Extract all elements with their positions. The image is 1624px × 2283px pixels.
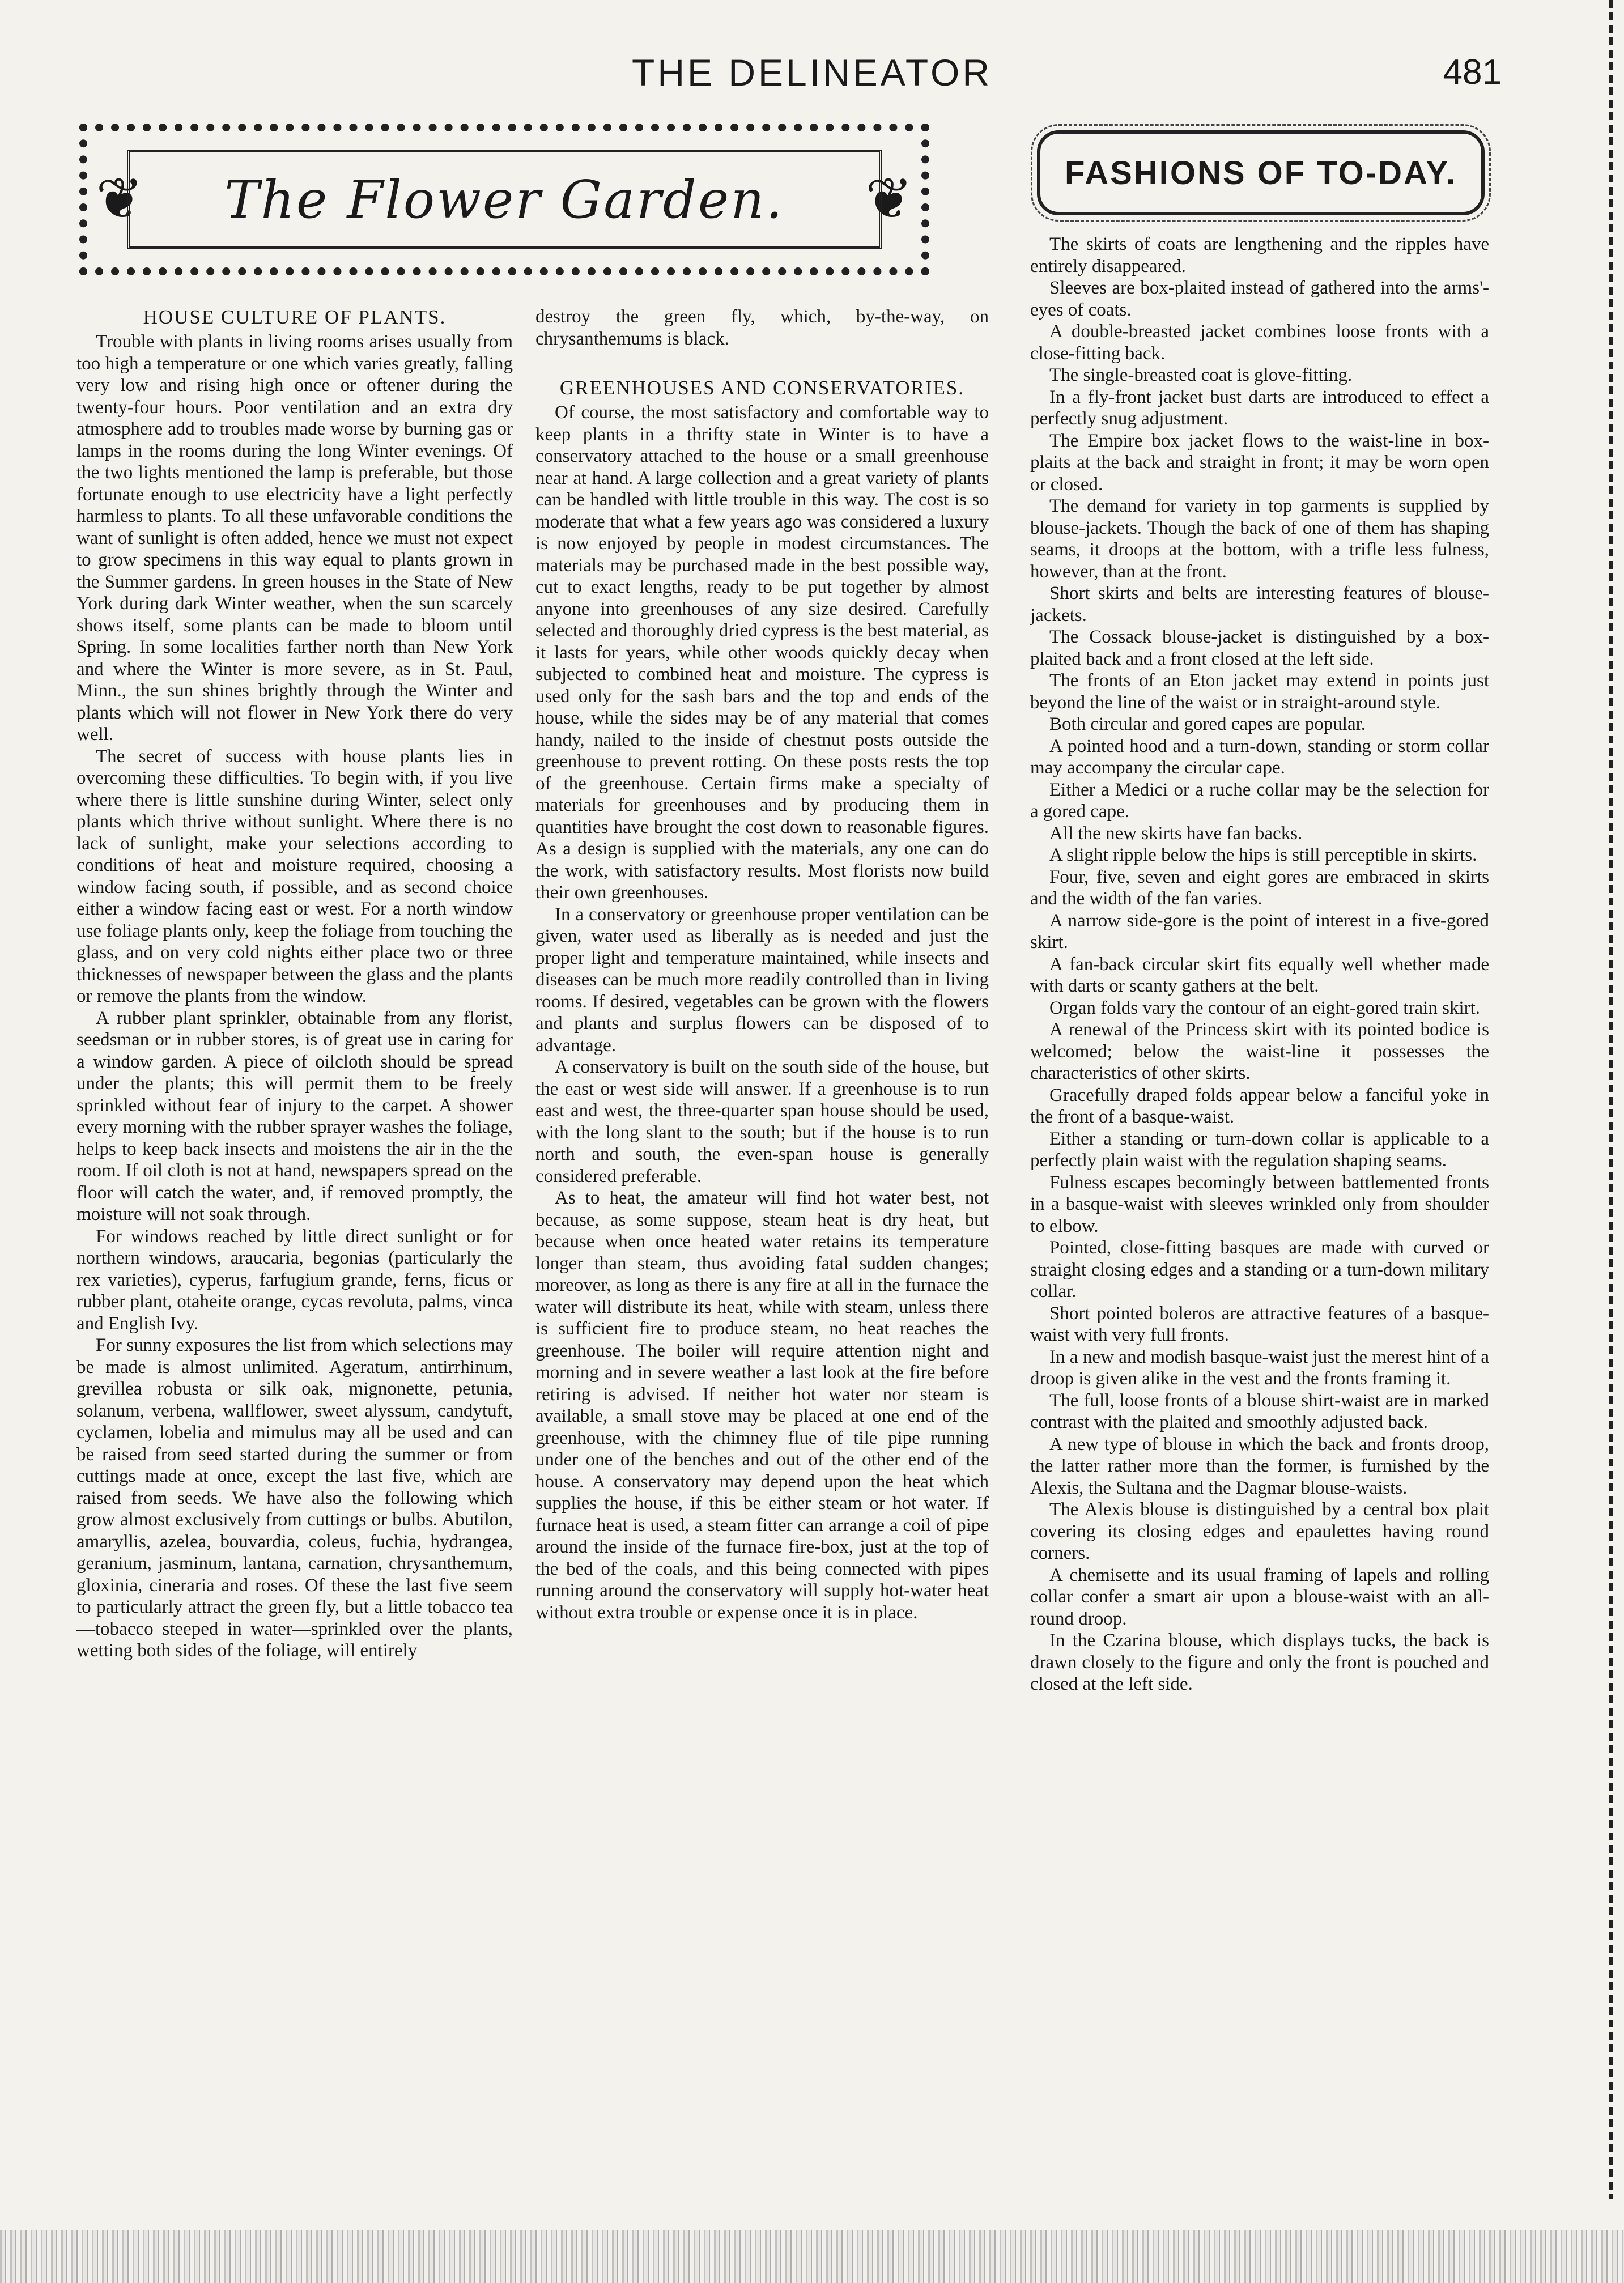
fashion-note: The skirts of coats are lengthening and the ripples have entirely disappeared.: [1030, 234, 1489, 277]
paragraph: The secret of success with house plants lies in overcoming these difficulties. To begin with, if you live where there is little sunshine during Winter, select only plants which thrive without sunlight. Where there is no lack of sunlight, make your selections according to conditions of heat and moisture required, choosing a window facing south, if possible, and as second choice either a window facing east or west. For a north window use foliage plants only, keep the foliage from touching the glass, and on very cold nights either place two or three thicknesses of newspaper between the glass and the plants or remove the plants from the window.: [76, 746, 513, 1006]
fashion-note: Pointed, close-fitting basques are made with curved or straight closing edges and a standing or a turn-down military collar.: [1030, 1238, 1489, 1302]
fashions-banner: [1037, 130, 1485, 215]
fashion-note: Both circular and gored capes are popular.: [1049, 714, 1366, 734]
fan-ornament-left-icon: ❦: [96, 168, 143, 231]
fashion-note: All the new skirts have fan backs.: [1049, 823, 1303, 844]
fashion-note: In a new and modish basque-waist just the merest hint of a droop is given alike in the vest and the fronts framing it.: [1030, 1346, 1489, 1389]
fashion-note: A new type of blouse in which the back and fronts droop, the latter rather more than the former, is furnished by the Alexis, the Sultana and the Dagmar blouse-waists.: [1030, 1434, 1489, 1498]
page-edge-right: [1609, 0, 1613, 2199]
fashion-note: A narrow side-gore is the point of interest in a five-gored skirt.: [1030, 910, 1489, 953]
house-culture-heading: HOUSE CULTURE OF PLANTS.: [143, 306, 447, 328]
fashion-note: The Empire box jacket flows to the waist-line in box-plaits at the back and straight in front; it may be worn open or closed.: [1030, 430, 1489, 495]
fashion-note: Short skirts and belts are interesting features of blouse-jackets.: [1030, 583, 1489, 626]
fashion-note: A chemisette and its usual framing of lapels and rolling collar confer a smart air upon a blouse-waist with an all-round droop.: [1030, 1564, 1489, 1629]
fashion-note: A fan-back circular skirt fits equally well whether made with darts or scanty gathers at the belt.: [1030, 954, 1489, 996]
fashion-note: The full, loose fronts of a blouse shirt-waist are in marked contrast with the plaited and smoothly adjusted back.: [1030, 1390, 1489, 1432]
fashion-note: Either a standing or turn-down collar is applicable to a perfectly plain waist with the regulation shaping seams.: [1030, 1128, 1489, 1171]
fashion-note: The single-breasted coat is glove-fitting.: [1049, 365, 1353, 385]
paragraph: A conservatory is built on the south side of the house, but the east or west side will answer. If a greenhouse is to run east and west, the three-quarter span house should be used, with the long slant to the south; but if the house is to run north and south, the even-span house is generally considered preferable.: [535, 1057, 989, 1187]
fashion-note: Short pointed boleros are attractive features of a basque-waist with very full fronts.: [1030, 1303, 1489, 1345]
paragraph: Trouble with plants in living rooms arises usually from too high a temperature or one which varies greatly, falling very low and rising high once or oftener during the twenty-four hours. Poor ventilation and an extra dry atmosphere add to troubles made worse by burning gas or lamps in the rooms during the long Winter evenings. Of the two lights mentioned the lamp is preferable, but those fortunate enough to use electricity have a light perfectly harmless to plants. To all these unfavorable conditions the want of sunlight is often added, hence we must not expect to grow specimens in this way equal to plants grown in the Summer gardens. In green houses in the State of New York during dark Winter weather, when the sun scarcely shows itself, some plants can be made to bloom until Spring. In some localities farther north than New York and where the Winter is more severe, as in St. Paul, Minn., the sun shines brightly through the Winter and plants which will not flower in New York there do very well.: [76, 331, 513, 745]
flower-garden-banner: [79, 124, 929, 275]
fashion-note: In a fly-front jacket bust darts are introduced to effect a perfectly snug adjustment.: [1030, 386, 1489, 429]
column-house-culture: [76, 306, 513, 1662]
fashion-note: A slight ripple below the hips is still perceptible in skirts.: [1049, 845, 1477, 865]
fashion-note: A pointed hood and a turn-down, standing or storm collar may accompany the circular cape.: [1030, 736, 1489, 778]
column-greenhouses: [535, 306, 989, 1623]
fan-ornament-right-icon: ❦: [865, 168, 913, 231]
fashion-note: The demand for variety in top garments is supplied by blouse-jackets. Though the back of one of them has shaping seams, it droops at the bottom, with a trifle less fulness, however, than at the front.: [1030, 496, 1489, 582]
fashion-note: A renewal of the Princess skirt with its pointed bodice is welcomed; below the waist-line it possesses the characteristics of other skirts.: [1030, 1019, 1489, 1083]
fashion-note: The Alexis blouse is distinguished by a central box plait covering its closing edges and epaulettes having round corners.: [1030, 1499, 1489, 1563]
fashions-title: FASHIONS OF TO-DAY.: [1065, 154, 1457, 192]
paragraph: For windows reached by little direct sunlight or for northern windows, araucaria, begonias (particularly the rex varieties), cyperus, farfugium grande, ferns, ficus or rubber plant, otaheite orange, cycas revoluta, palms, vinca and English Ivy.: [76, 1226, 513, 1334]
fashion-note: Four, five, seven and eight gores are embraced in skirts and the width of the fan varies.: [1030, 866, 1489, 909]
column-fashions: [1030, 233, 1489, 1695]
page-header-title: THE DELINEATOR: [632, 52, 992, 93]
paragraph: For sunny exposures the list from which selections may be made is almost unlimited. Ageratum, antirrhinum, grevillea robusta or silk oak, mignonette, petunia, solanum, verbena, wallflower, sweet alyssum, candytuft, cyclamen, lobelia and mimulus may all be used and can be raised from seed started during the summer or from cuttings made at once, except the last five, which are raised from seeds. We have also the following which grow almost exclusively from cuttings or bulbs. Abutilon, amaryllis, azelea, bouvardia, coleus, fuchia, hydrangea, geranium, jasminum, lantana, carnation, chrysanthemum, gloxinia, cineraria and roses. Of these the last five seem to particularly attract the green fly, but a little tobacco tea—tobacco steeped in water—sprinkled over the plants, wetting both sides of the foliage, will entirely: [76, 1335, 513, 1661]
paragraph-continued: destroy the green fly, which, by-the-way, on chrysanthemums is black.: [535, 307, 989, 349]
fashion-note: In the Czarina blouse, which displays tucks, the back is drawn closely to the figure and only the front is pouched and closed at the left side.: [1030, 1630, 1489, 1694]
paragraph: As to heat, the amateur will find hot water best, not because, as some suppose, steam heat is dry heat, but because when once heated water retains its temperature longer than steam, thus avoiding fatal sudden changes; moreover, as long as there is any fire at all in the furnace the water will distribute its heat, while with steam, unless there is sufficient fire to produce steam, no heat reaches the greenhouse. The boiler will require attention night and morning and in severe weather a last look at the fire before retiring is advised. If neither hot water nor steam is available, a small stove may be placed at one end of the greenhouse, with the chimney flue of tile pipe running under one of the benches and out of the other end of the house. A conservatory may depend upon the heat which supplies the house, if this be either steam or hot water. If furnace heat is used, a steam fitter can arrange a coil of pipe around the inside of the furnace fire-box, just at the top of the bed of the coals, and this being connected with pipes running around the conservatory will supply hot-water heat without extra trouble or expense once it is in place.: [535, 1188, 989, 1623]
fashion-note: Fulness escapes becomingly between battlemented fronts in a basque-waist with sleeves wrinkled only from shoulder to elbow.: [1030, 1172, 1489, 1236]
flower-garden-title: The Flower Garden.: [224, 169, 784, 230]
fashion-note: Organ folds vary the contour of an eight-gored train skirt.: [1049, 997, 1481, 1018]
page-number: 481: [1443, 53, 1502, 92]
fashion-note: Sleeves are box-plaited instead of gathered into the arms'-eyes of coats.: [1030, 278, 1489, 320]
fashion-note: Gracefully draped folds appear below a fanciful yoke in the front of a basque-waist.: [1030, 1085, 1489, 1127]
fashion-note: Either a Medici or a ruche collar may be the selection for a gored cape.: [1030, 779, 1489, 822]
paragraph: A rubber plant sprinkler, obtainable from any florist, seedsman or in rubber stores, is of great use in caring for a window garden. A piece of oilcloth should be spread under the plants; this will permit them to be freely sprinkled without fear of injury to the carpet. A shower every morning with the rubber sprayer washes the foliage, helps to keep back insects and moistens the air in the the room. If oil cloth is not at hand, newspapers spread on the floor will catch the water, and, if removed promptly, the moisture will not soak through.: [76, 1007, 513, 1225]
fashion-note: The Cossack blouse-jacket is distinguished by a box-plaited back and a front closed at the left side.: [1030, 627, 1489, 669]
paragraph: In a conservatory or greenhouse proper ventilation can be given, water used as liberally as is needed and just the proper light and temperature maintained, while insects and diseases can be much more readily controlled than in living rooms. If desired, vegetables can be grown with the flowers and plants and surplus flowers can be disposed of to advantage.: [535, 904, 989, 1056]
fashion-note: The fronts of an Eton jacket may extend in points just beyond the line of the waist or in straight-around style.: [1030, 670, 1489, 713]
page-bottom-edge: [0, 2230, 1624, 2283]
greenhouses-heading: GREENHOUSES AND CONSERVATORIES.: [559, 377, 965, 399]
paragraph: Of course, the most satisfactory and comfortable way to keep plants in a thrifty state in Winter is to have a conservatory attached to the house or a small greenhouse near at hand. A large collection and a great variety of plants can be handled with little trouble in this way. The cost is so moderate that what a few years ago was considered a luxury is now enjoyed by people in modest circumstances. The materials may be purchased made in the best possible way, cut to exact lengths, ready to be put together by almost anyone into greenhouses of any size desired. Carefully selected and thoroughly dried cypress is the best material, as it lasts for years, while other woods quickly decay when subjected to combined heat and moisture. The cypress is used only for the sash bars and the top and ends of the house, while the sides may be of any material that comes handy, nailed to the inside of chestnut posts outside the greenhouse to prevent rotting. On these posts rests the top of the greenhouse. Certain firms make a specialty of materials for greenhouses and by producing them in quantities have brought the cost down to reasonable figures. As a design is supplied with the materials, any one can do the work, with satisfactory results. Most florists now build their own greenhouses.: [535, 402, 989, 903]
fashion-note: A double-breasted jacket combines loose fronts with a close-fitting back.: [1030, 321, 1489, 364]
